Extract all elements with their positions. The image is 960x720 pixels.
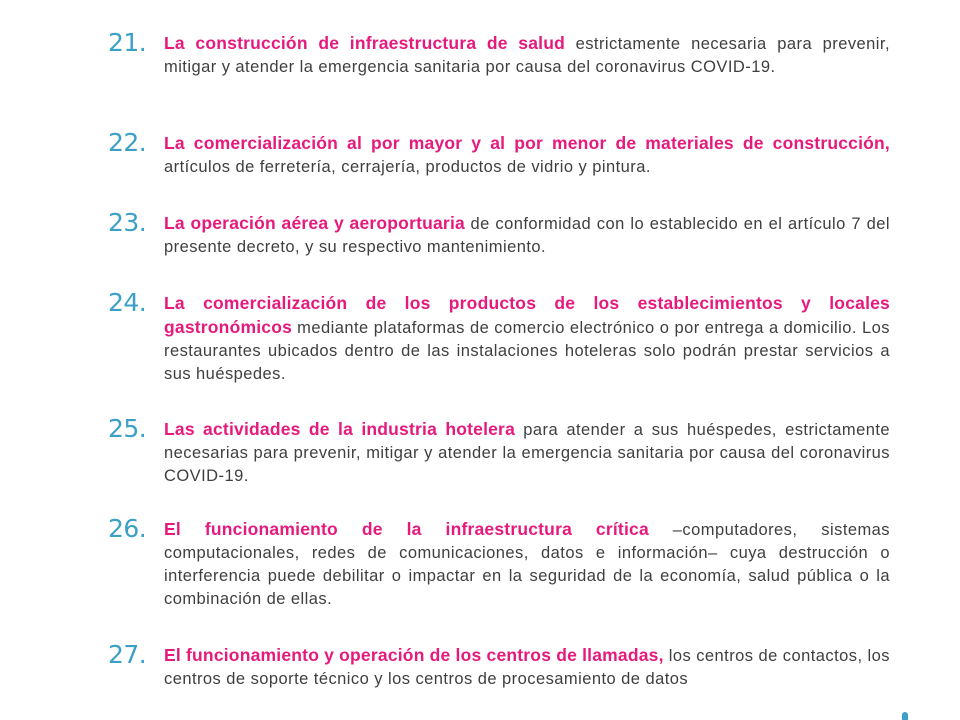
item-text: para atender a sus huéspedes, estrictamente necesarias para prevenir, mitigar y atender la emergencia sanitaria por causa del coronavirus COVID-19.: [164, 421, 890, 485]
list-item: [108, 28, 898, 79]
item-number: 27.: [108, 640, 147, 669]
item-text: mediante plataformas de comercio electrónico o por entrega a domicilio. Los restaurantes ubicados dentro de las instalaciones hoteleras solo podrán prestar servicios a sus huéspedes.: [164, 319, 890, 383]
item-text: estrictamente necesaria para prevenir, mitigar y atender la emergencia sanitaria por causa del coronavirus COVID-19.: [164, 35, 890, 76]
item-body: [164, 418, 890, 488]
item-highlight: Las actividades de la industria hotelera: [164, 419, 516, 439]
item-body: [164, 32, 890, 79]
item-number: 25.: [108, 414, 147, 443]
item-text: –computadores, sistemas computacionales, redes de comunicaciones, datos e información– cuya destrucción o interferencia puede debilitar o impactar en la seguridad de la economía, salud pública o la combinación de ellas.: [164, 521, 891, 608]
list-item: [108, 514, 898, 611]
item-highlight: La construcción de infraestructura de salud: [164, 33, 566, 53]
item-highlight: El funcionamiento y operación de los centros de llamadas,: [164, 645, 664, 665]
item-number: 24.: [108, 288, 147, 317]
item-number: 26.: [108, 514, 147, 543]
page-corner-mark: [902, 712, 908, 720]
item-number: 22.: [108, 128, 147, 157]
item-text: los centros de contactos, los centros de soporte técnico y los centros de procesamiento de datos: [164, 647, 890, 688]
item-body: [164, 518, 890, 611]
item-body: [164, 292, 890, 386]
list-item: [108, 414, 898, 488]
item-highlight: El funcionamiento de la infraestructura crítica: [164, 519, 649, 539]
item-highlight: La comercialización al por mayor y al por menor de materiales de construcción,: [164, 133, 890, 153]
item-body: [164, 132, 890, 179]
item-highlight: La comercialización de los productos de los establecimientos y locales gastronómicos: [164, 293, 890, 337]
list-item: [108, 128, 898, 179]
item-number: 23.: [108, 208, 147, 237]
item-body: [164, 212, 890, 259]
item-text: artículos de ferretería, cerrajería, productos de vidrio y pintura.: [164, 158, 651, 176]
list-item: [108, 288, 898, 386]
item-number: 21.: [108, 28, 147, 57]
item-highlight: La operación aérea y aeroportuaria: [164, 213, 465, 233]
list-item: [108, 640, 898, 691]
item-body: [164, 644, 890, 691]
item-text: de conformidad con lo establecido en el artículo 7 del presente decreto, y su respectivo mantenimiento.: [164, 215, 890, 256]
list-item: [108, 208, 898, 259]
